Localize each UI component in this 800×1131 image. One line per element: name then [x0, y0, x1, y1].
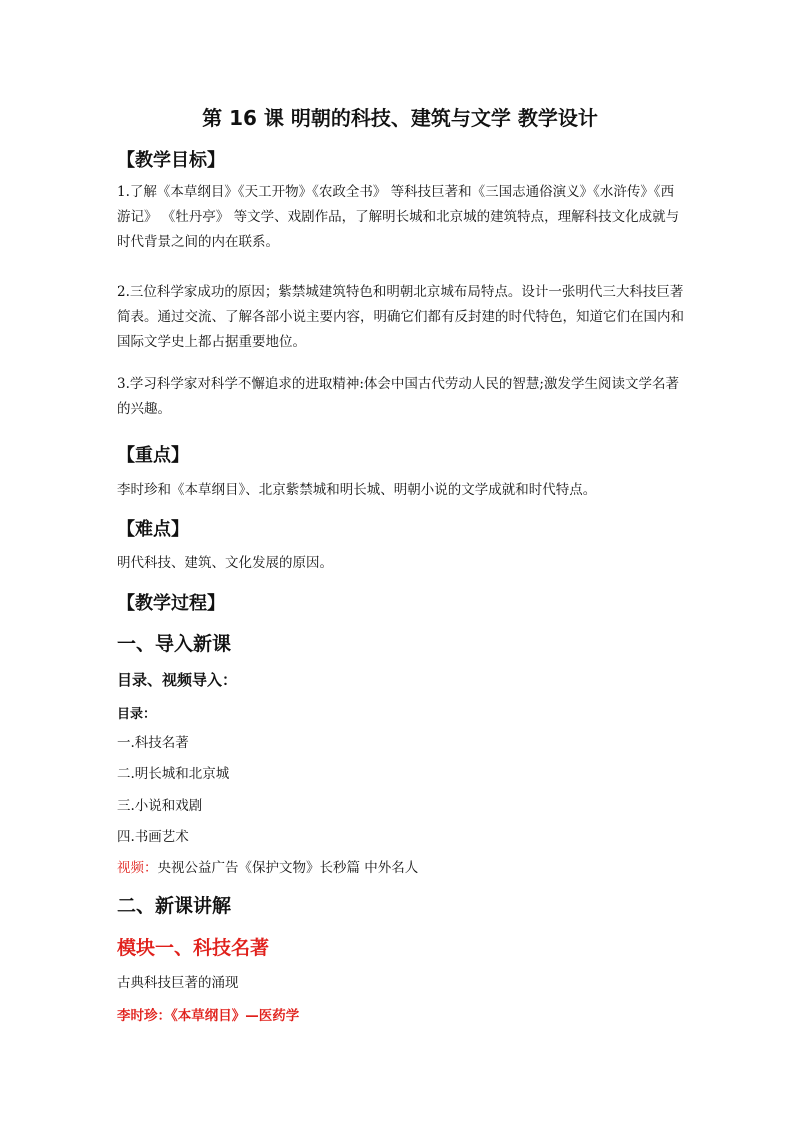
toc-item-2: 二.明长城和北京城 [117, 766, 230, 782]
video-line [117, 857, 418, 879]
module-intro: 古典科技巨著的涌现 [117, 975, 239, 991]
objective-item-1: 1.了解《本草纲目》《天工开物》《农政全书》 等科技巨著和《三国志通俗演义》《水浒传》《西游记》 《牡丹亭》 等文学、戏剧作品，了解明长城和北京城的建筑特点，理解科技文化成就与时代背景之间的内在联系。 [117, 184, 680, 250]
objectives-heading: 【教学目标】 [117, 150, 225, 171]
difficulty-heading: 【难点】 [117, 519, 189, 540]
toc-label: 目录： [117, 707, 157, 722]
toc-item-3: 三.小说和戏剧 [117, 798, 203, 814]
toc-item-4: 四.书画艺术 [117, 829, 189, 845]
part2-heading: 二、新课讲解 [117, 895, 232, 917]
objective-item-2: 2.三位科学家成功的原因；紫禁城建筑特色和明朝北京城布局特点。设计一张明代三大科技巨著简表。通过交流、了解各部小说主要内容，明确它们都有反封建的时代特色，知道它们在国内和国际文学史上都占据重要地位。 [117, 284, 684, 350]
module-item: 李时珍：《本草纲目》—医药学 [117, 1008, 300, 1024]
process-heading: 【教学过程】 [117, 593, 225, 614]
video-text: 央视公益广告《保护文物》长秒篇 中外名人 [157, 860, 419, 876]
module-heading: 模块一、科技名著 [117, 937, 270, 959]
part1-heading: 一、导入新课 [117, 633, 232, 655]
toc-item-1: 一.科技名著 [117, 735, 189, 751]
part1-subheading: 目录、视频导入： [117, 671, 238, 689]
keypoints-heading: 【重点】 [117, 445, 189, 466]
video-label: 视频： [117, 860, 158, 876]
page-title: 第 16 课 明朝的科技、建筑与文学 教学设计 [202, 106, 598, 130]
objective-item-3: 3.学习科学家对科学不懈追求的进取精神:体会中国古代劳动人民的智慧;激发学生阅读文学名著的兴趣。 [117, 376, 679, 417]
keypoints-text: 李时珍和《本草纲目》、北京紫禁城和明长城、明朝小说的文学成就和时代特点。 [117, 482, 597, 498]
difficulty-text: 明代科技、建筑、文化发展的原因。 [117, 555, 333, 571]
